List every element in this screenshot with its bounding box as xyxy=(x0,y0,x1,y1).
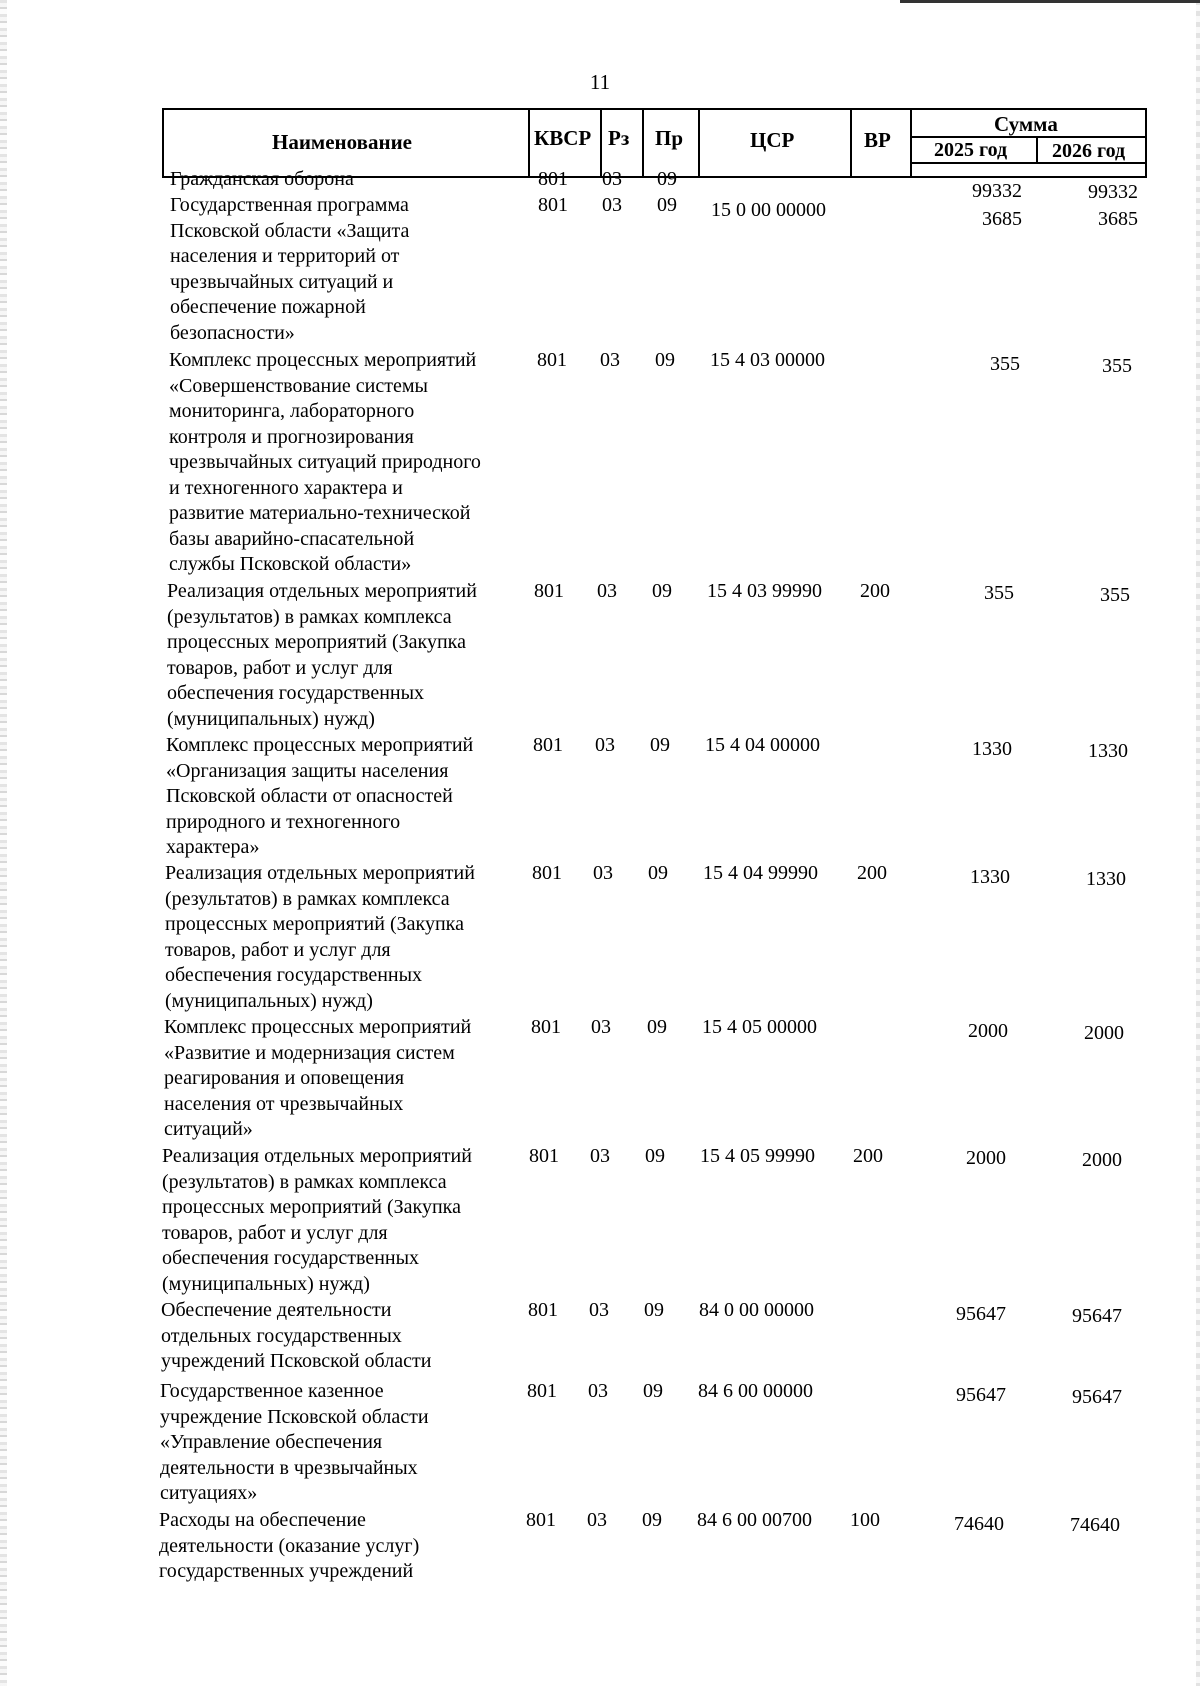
header-year-divider xyxy=(1036,136,1038,164)
row-csr: 84 0 00 00000 xyxy=(699,1299,814,1321)
row-name: Реализация отдельных мероприятий (результатов) в рамках комплекса процессных мероприятий (Закупка товаров, работ и услуг для обеспечения государственных (муниципальных) нужд) xyxy=(165,862,475,1012)
header-vr: ВР xyxy=(864,128,891,152)
row-pr: 09 xyxy=(642,1509,662,1531)
scan-edge-right xyxy=(1196,0,1200,1686)
row-kvsr: 801 xyxy=(528,1299,558,1321)
row-name: Расходы на обеспечение деятельности (оказание услуг) государственных учреждений xyxy=(159,1509,420,1582)
row-csr: 15 4 05 99990 xyxy=(700,1145,815,1167)
row-csr: 15 0 00 00000 xyxy=(711,199,826,221)
row-kvsr: 801 xyxy=(526,1509,556,1531)
row-sum-2026: 99332 xyxy=(1088,181,1138,203)
row-rz: 03 xyxy=(587,1509,607,1531)
row-sum-2026: 74640 xyxy=(1070,1514,1120,1536)
header-csr: ЦСР xyxy=(750,128,795,152)
row-sum-2025: 99332 xyxy=(972,180,1022,202)
row-kvsr: 801 xyxy=(537,349,567,371)
row-vr: 100 xyxy=(850,1509,880,1531)
row-kvsr: 801 xyxy=(531,1016,561,1038)
row-sum-2026: 355 xyxy=(1100,584,1130,606)
row-rz: 03 xyxy=(589,1299,609,1321)
row-pr: 09 xyxy=(652,580,672,602)
row-csr: 15 4 03 99990 xyxy=(707,580,822,602)
row-name: Государственная программа Псковской области «Защита населения и территорий от чрезвычайных ситуаций и обеспечение пожарной безопасности» xyxy=(170,194,410,344)
row-sum-2026: 1330 xyxy=(1088,740,1128,762)
page-number: 11 xyxy=(589,70,611,94)
row-name: Комплекс процессных мероприятий «Совершенствование системы мониторинга, лабораторного контроля и прогнозирования чрезвычайных ситуаций природного и техногенного характера и развитие материально-технической базы аварийно-спасательной службы Псковской области» xyxy=(169,349,481,575)
scan-edge-left xyxy=(0,0,7,1686)
row-rz: 03 xyxy=(595,734,615,756)
row-csr: 15 4 04 00000 xyxy=(705,734,820,756)
header-divider xyxy=(698,110,700,176)
row-vr: 200 xyxy=(857,862,887,884)
scan-edge-top xyxy=(900,0,1200,3)
row-sum-2026: 1330 xyxy=(1086,868,1126,890)
row-pr: 09 xyxy=(644,1299,664,1321)
row-name: Реализация отдельных мероприятий (результатов) в рамках комплекса процессных мероприятий (Закупка товаров, работ и услуг для обеспечения государственных (муниципальных) нужд) xyxy=(162,1145,472,1295)
row-name: Гражданская оборона xyxy=(170,168,354,190)
row-name: Комплекс процессных мероприятий «Организация защиты населения Псковской области от опасностей природного и техногенного характера» xyxy=(166,734,474,858)
header-kvsr: КВСР xyxy=(534,126,592,150)
row-pr: 09 xyxy=(657,168,677,190)
row-kvsr: 801 xyxy=(532,862,562,884)
row-rz: 03 xyxy=(597,580,617,602)
row-sum-2025: 95647 xyxy=(956,1303,1006,1325)
row-csr: 15 4 05 00000 xyxy=(702,1016,817,1038)
row-sum-2025: 3685 xyxy=(982,208,1022,230)
row-sum-2025: 74640 xyxy=(954,1513,1004,1535)
row-pr: 09 xyxy=(650,734,670,756)
row-kvsr: 801 xyxy=(538,194,568,216)
row-name: Реализация отдельных мероприятий (результатов) в рамках комплекса процессных мероприятий (Закупка товаров, работ и услуг для обеспечения государственных (муниципальных) нужд) xyxy=(167,580,477,730)
row-kvsr: 801 xyxy=(533,734,563,756)
row-name: Государственное казенное учреждение Псковской области «Управление обеспечения деятельности в чрезвычайных ситуациях» xyxy=(160,1380,429,1504)
row-kvsr: 801 xyxy=(529,1145,559,1167)
row-sum-2025: 355 xyxy=(990,353,1020,375)
row-sum-2025: 2000 xyxy=(968,1020,1008,1042)
header-year-2026: 2026 год xyxy=(1052,140,1126,162)
row-csr: 15 4 03 00000 xyxy=(710,349,825,371)
row-rz: 03 xyxy=(602,168,622,190)
row-sum-2026: 355 xyxy=(1102,355,1132,377)
header-divider xyxy=(642,110,644,176)
row-sum-2025: 355 xyxy=(984,582,1014,604)
row-pr: 09 xyxy=(645,1145,665,1167)
row-rz: 03 xyxy=(600,349,620,371)
row-rz: 03 xyxy=(591,1016,611,1038)
row-pr: 09 xyxy=(647,1016,667,1038)
row-sum-2025: 1330 xyxy=(972,738,1012,760)
header-year-2025: 2025 год xyxy=(934,139,1008,161)
row-name: Комплекс процессных мероприятий «Развитие и модернизация систем реагирования и оповещения населения от чрезвычайных ситуаций» xyxy=(164,1016,472,1140)
row-sum-2026: 95647 xyxy=(1072,1386,1122,1408)
row-name: Обеспечение деятельности отдельных государственных учреждений Псковской области xyxy=(161,1299,432,1372)
row-rz: 03 xyxy=(602,194,622,216)
row-rz: 03 xyxy=(590,1145,610,1167)
row-kvsr: 801 xyxy=(538,168,568,190)
header-pr: Пр xyxy=(655,126,684,150)
row-kvsr: 801 xyxy=(527,1380,557,1402)
header-sum: Сумма xyxy=(994,112,1058,136)
header-rz: Рз xyxy=(608,126,630,150)
row-sum-2025: 1330 xyxy=(970,866,1010,888)
row-pr: 09 xyxy=(655,349,675,371)
row-csr: 84 6 00 00700 xyxy=(697,1509,812,1531)
row-pr: 09 xyxy=(657,194,677,216)
row-vr: 200 xyxy=(860,580,890,602)
row-csr: 84 6 00 00000 xyxy=(698,1380,813,1402)
row-kvsr: 801 xyxy=(534,580,564,602)
row-rz: 03 xyxy=(593,862,613,884)
row-csr: 15 4 04 99990 xyxy=(703,862,818,884)
row-sum-2026: 95647 xyxy=(1072,1305,1122,1327)
row-sum-2025: 95647 xyxy=(956,1384,1006,1406)
row-sum-2026: 2000 xyxy=(1084,1022,1124,1044)
header-divider xyxy=(850,110,852,176)
row-sum-2026: 3685 xyxy=(1098,208,1138,230)
row-vr: 200 xyxy=(853,1145,883,1167)
header-divider xyxy=(910,110,912,176)
row-sum-2026: 2000 xyxy=(1082,1149,1122,1171)
row-pr: 09 xyxy=(648,862,668,884)
row-sum-2025: 2000 xyxy=(966,1147,1006,1169)
header-name: Наименование xyxy=(272,130,412,154)
row-rz: 03 xyxy=(588,1380,608,1402)
row-pr: 09 xyxy=(643,1380,663,1402)
